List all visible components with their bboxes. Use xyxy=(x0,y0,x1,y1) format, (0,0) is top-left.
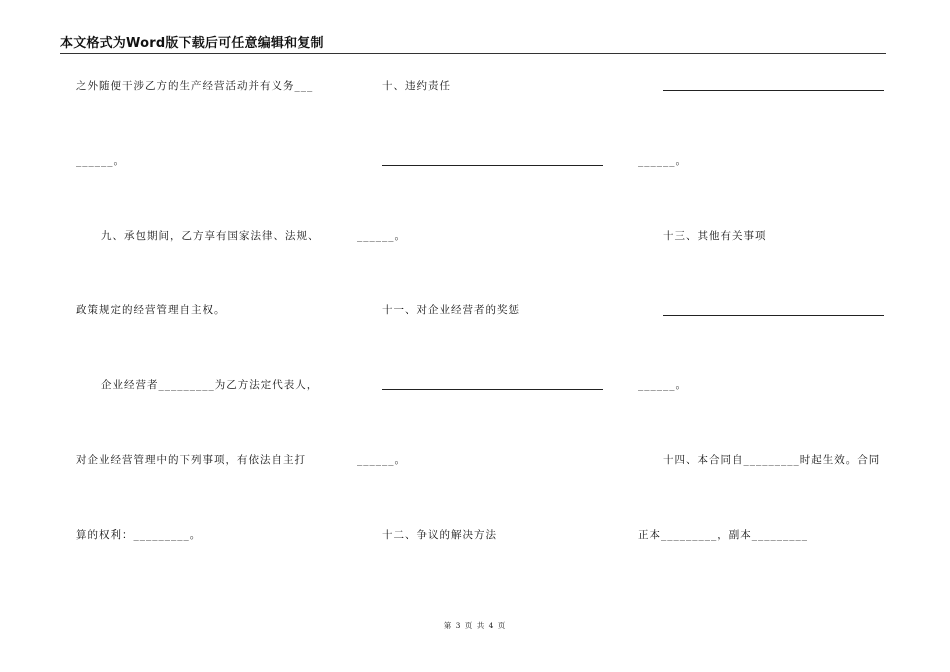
blank-fill-line xyxy=(382,389,603,390)
text-line: 对企业经营管理中的下列事项，有依法自主打 xyxy=(76,454,306,466)
clause-eleven-heading: 十一、对企业经营者的奖惩 xyxy=(382,304,520,316)
text-line: 算的权利：_________。 xyxy=(76,529,202,541)
blank-fill-line xyxy=(382,165,603,166)
text-line: 政策规定的经营管理自主权。 xyxy=(76,304,226,316)
header-title: 本文格式为Word版下载后可任意编辑和复制 xyxy=(60,36,324,51)
blank-fill-line xyxy=(663,315,884,316)
page-header xyxy=(60,36,886,54)
clause-fourteen-heading: 十四、本合同自_________时起生效。合同 xyxy=(663,454,881,466)
clause-nine-heading: 九、承包期间，乙方享有国家法律、法规、 xyxy=(101,230,320,242)
text-line: 之外随便干涉乙方的生产经营活动并有义务___ xyxy=(76,80,314,92)
clause-ten-heading: 十、违约责任 xyxy=(382,80,451,92)
clause-thirteen-heading: 十三、其他有关事项 xyxy=(663,230,767,242)
blank-fill-line xyxy=(663,90,884,91)
text-line: ______。 xyxy=(357,230,406,242)
page-number: 第 3 页 共 4 页 xyxy=(443,621,507,630)
text-line: ______。 xyxy=(638,155,687,167)
text-line: ______。 xyxy=(76,155,125,167)
text-line: 正本_________，副本_________ xyxy=(638,529,808,541)
clause-twelve-heading: 十二、争议的解决方法 xyxy=(382,529,497,541)
text-line: ______。 xyxy=(357,454,406,466)
text-line: 企业经营者_________为乙方法定代表人， xyxy=(101,379,319,391)
text-line: ______。 xyxy=(638,379,687,391)
